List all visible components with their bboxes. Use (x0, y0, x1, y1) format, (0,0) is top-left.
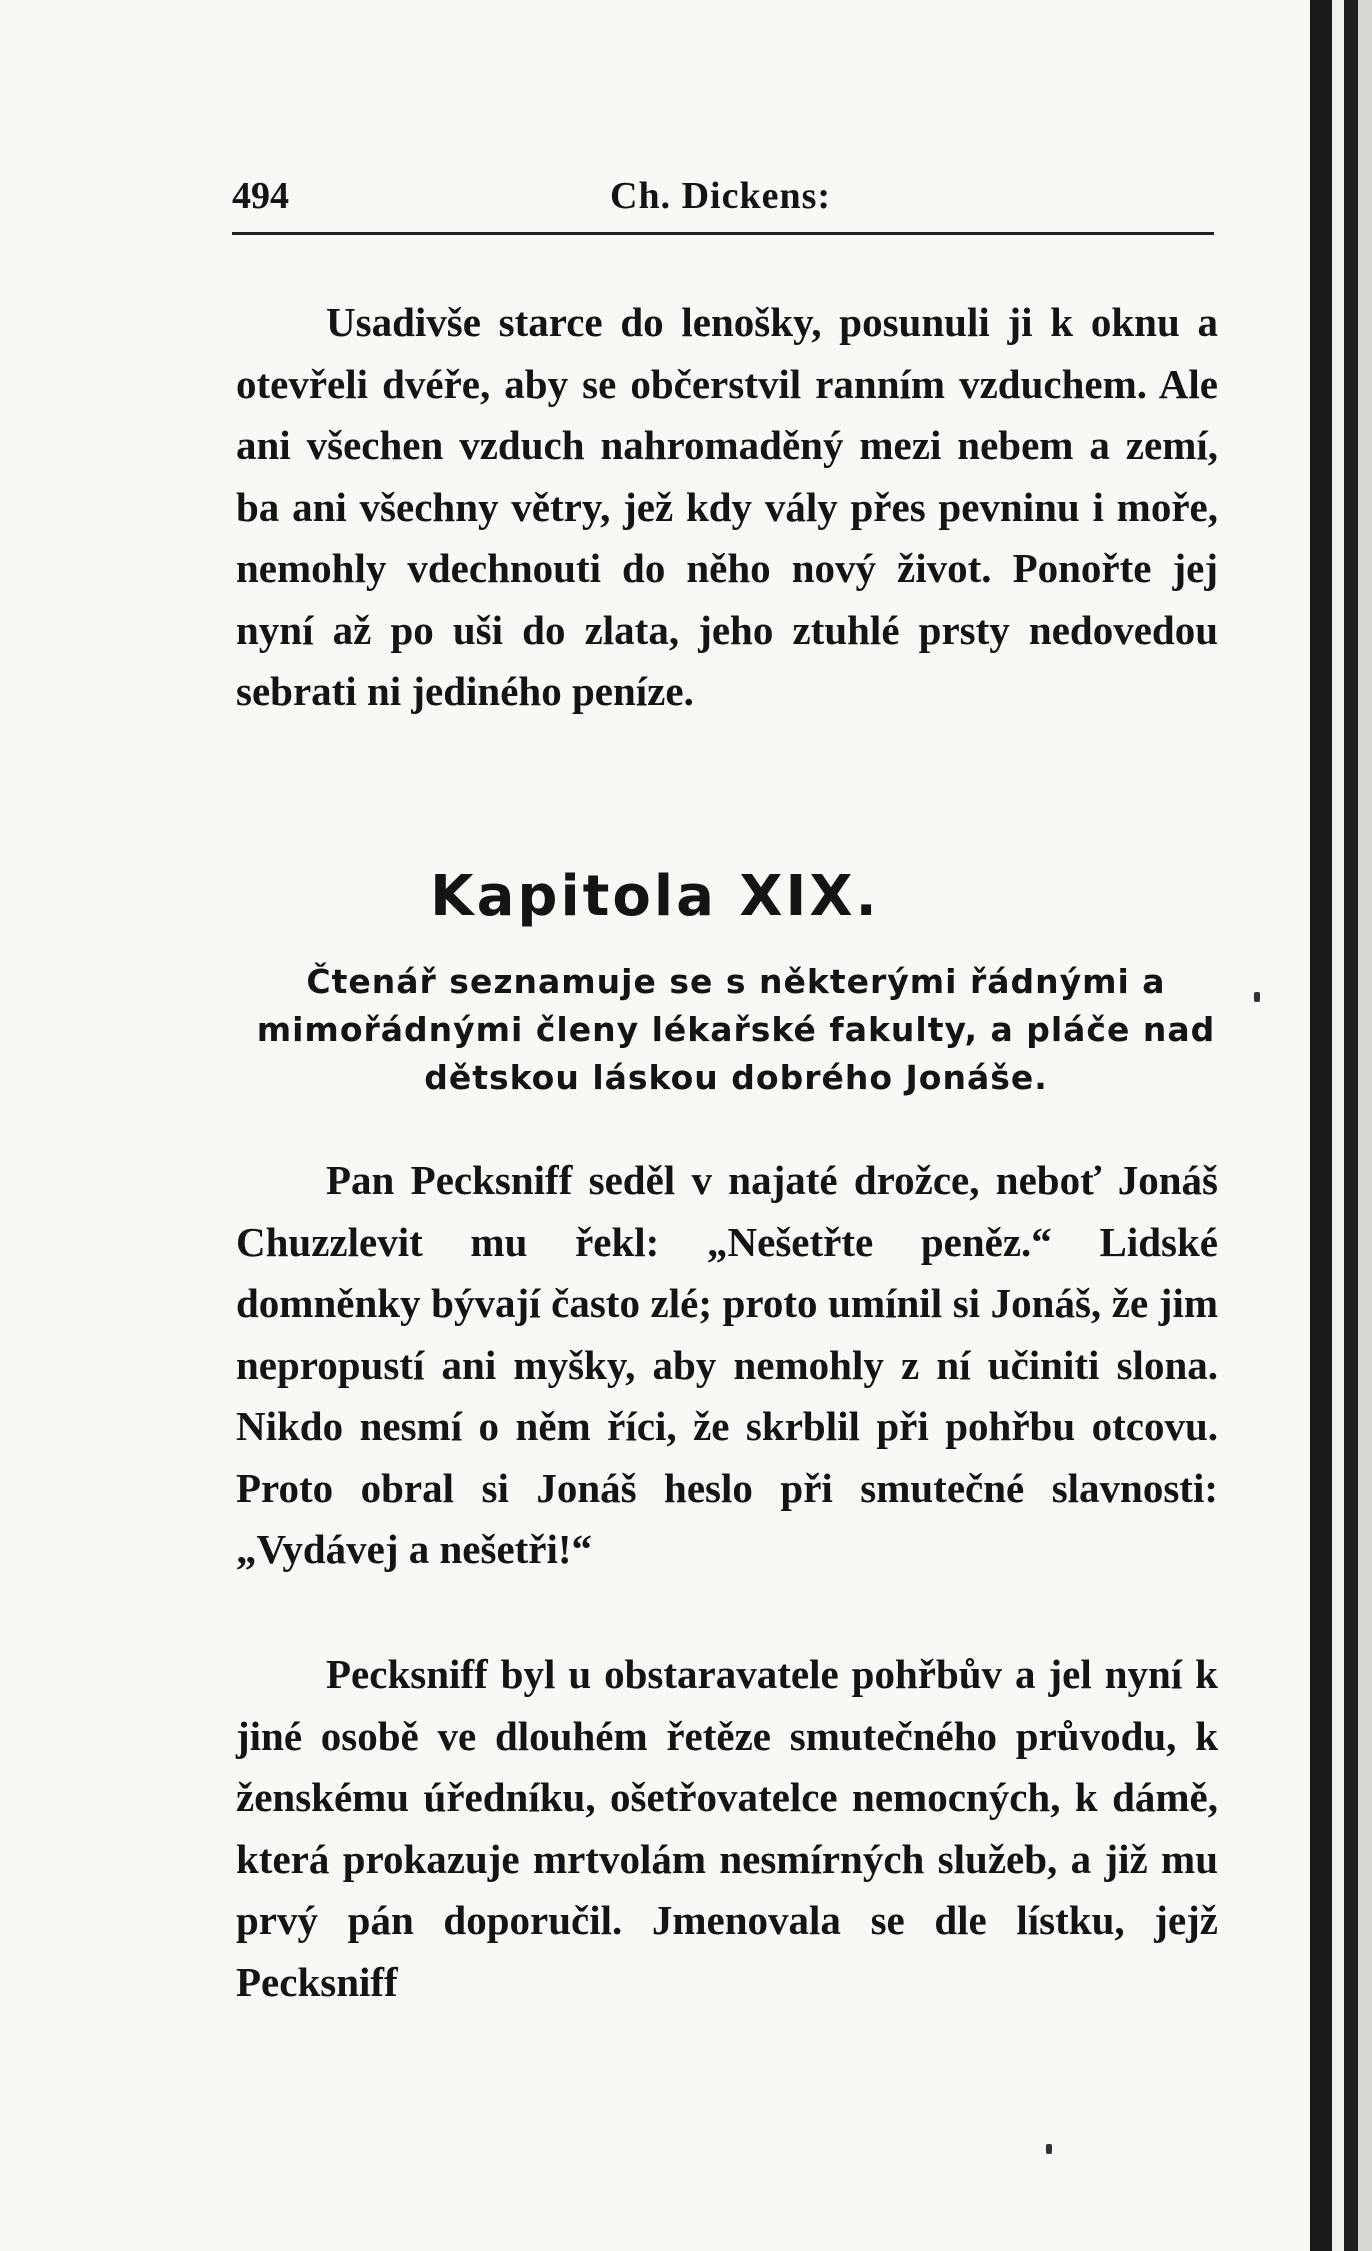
chapter-summary: Čtenář seznamuje se s některými řádnými a mimořádnými členy lékařské fakulty, a pláče nad dětskou láskou dobrého Jonáše. (256, 962, 1216, 1097)
paragraph-3-text: Pecksniff byl u obstaravatele pohřbův a jel nyní k jiné osobě ve dlouhém řetěze smutečného průvodu, k ženskému úředníku, ošetřovatelce nemocných, k dámě, která prokazuje mrtvolám nesmírných služeb, a již mu prvý pán doporučil. Jmenovala se dle lístku, jejž Pecksniff (236, 1651, 1218, 2005)
header-rule (232, 232, 1214, 235)
paragraph-3 (236, 1644, 1218, 2013)
paragraph-2-text: Pan Pecksniff seděl v najaté drožce, neboť Jonáš Chuzzlevit mu řekl: „Nešetřte peněz.“ Lidské domněnky bývají často zlé; proto umínil si Jonáš, že jim nepropustí ani myšky, aby nemohly z ní učiniti slona. Nikdo nesmí o něm říci, že skrblil při pohřbu otcovu. Proto obral si Jonáš heslo při smutečné slavnosti: „Vydávej a nešetři!“ (236, 1157, 1218, 1572)
scan-edge (1310, 0, 1372, 2251)
running-head: Ch. Dickens: (610, 175, 832, 217)
print-speck (1254, 992, 1260, 1002)
chapter-title: Kapitola XIX. (430, 864, 880, 929)
paragraph-1 (236, 292, 1218, 723)
print-speck (1046, 2144, 1052, 2154)
paragraph-1-text: Usadivše starce do lenošky, posunuli ji k oknu a otevřeli dvéře, aby se občerstvil ranním vzduchem. Ale ani všechen vzduch nahromaděný mezi nebem a zemí, ba ani všechny větry, jež kdy vály přes pevninu i moře, nemohly vdechnouti do něho nový život. Ponořte jej nyní až po uši do zlata, jeho ztuhlé prsty nedovedou sebrati ni jediného peníze. (236, 299, 1218, 714)
page-number: 494 (232, 175, 289, 217)
paragraph-2 (236, 1150, 1218, 1581)
page-header (232, 168, 1212, 228)
